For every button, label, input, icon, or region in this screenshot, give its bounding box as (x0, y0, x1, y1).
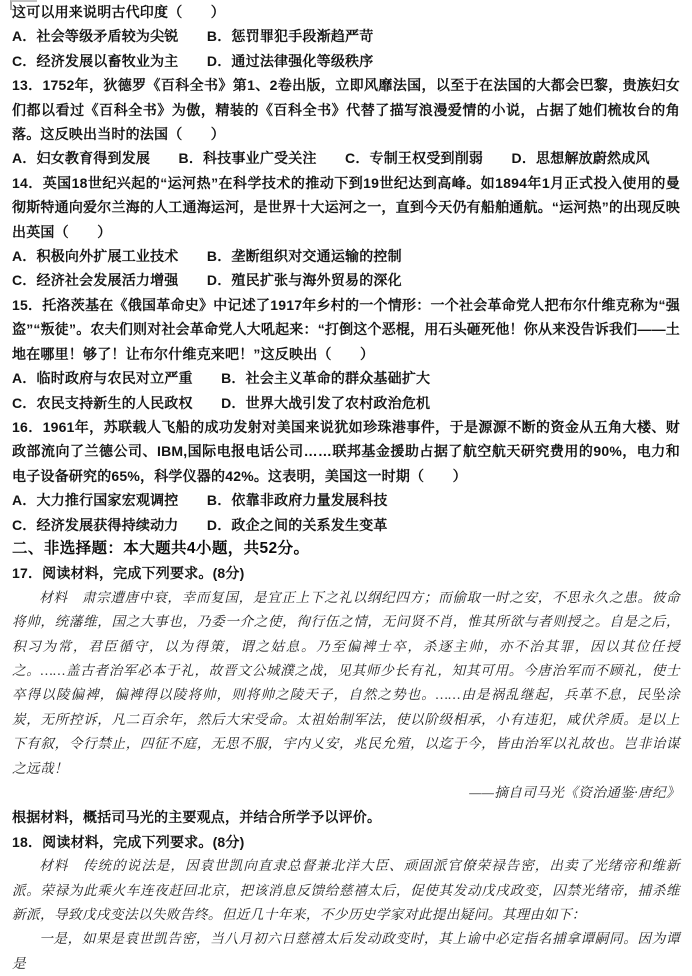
q17-intro: 17．阅读材料，完成下列要求。(8分) (12, 565, 245, 582)
section2-heading: 二、非选择题：本大题共4小题，共52分。 (12, 539, 310, 557)
q16-options-cd: C．经济发展获得持续动力 D．政企之间的关系发生变革 (12, 516, 388, 533)
q16-options-ab: A．大力推行国家宏观调控 B．依靠非政府力量发展科技 (12, 492, 388, 509)
q13-stem: 13．1752年，狄德罗《百科全书》第1、2卷出版，立即风靡法国，以至于在法国的大都会巴黎，贵族妇女们都以看过《百科全书》为傲，精装的《百科全书》代替了描写浪漫爱情的小说，占据了她们梳妆台的角落。这反映出当时的法国（ ） (12, 77, 680, 143)
q15-stem: 15．托洛茨基在《俄国革命史》中记述了1917年乡村的一个情形：一个社会革命党人把布尔什维克称为“强盗”“叛徒”。农夫们则对社会革命党人大吼起来：“打倒这个恶棍，用石头砸死他！你从来没告诉我们——土地在哪里！够了！让布尔什维克来吧！”这反映出（ ） (12, 296, 680, 362)
q17-material: 材料 肃宗遭唐中衰，幸而复国，是宜正上下之礼以纲纪四方；而偷取一时之安，不思永久之患。彼命将帅，统藩维，国之大事也，乃委一介之使，徇行伍之情，无问贤不肖，惟其所欲与者则授之。自是之后，积习为常，君臣循守，以为得策，谓之姑息。乃至偏裨士卒，杀逐主帅，亦不治其罪，因以其位任授之。……盖古者治军必本于礼，故晋文公城濮之战，见其师少长有礼，知其可用。今唐治军而不顾礼，使士卒得以陵偏裨，偏裨得以陵将帅，则将帅之陵天子，自然之势也。……由是祸乱继起，兵革不息，民坠涂炭，无所控诉，凡二百余年，然后大宋受命。太祖始制军法，使以阶级相承，小有违犯，咸伏斧质。是以上下有叙，令行禁止，四征不庭，无思不服，宇内乂安，兆民允殖，以迄于今，皆由治军以礼故也。岂非诒谋之远哉！ (12, 589, 680, 776)
q12-options-ab: A．社会等级矛盾较为尖锐 B．惩罚罪犯手段渐趋严苛 (12, 28, 374, 45)
q14-options-cd: C．经济社会发展活力增强 D．殖民扩张与海外贸易的深化 (12, 272, 402, 289)
q17-source: ——摘自司马光《资治通鉴·唐纪》 (469, 785, 680, 800)
q14-stem: 14．英国18世纪兴起的“运河热”在科学技术的推动下到19世纪达到高峰。如1894年1月正式投入使用的曼彻斯特通向爱尔兰海的人工通海运河，是世界十大运河之一，直到今天仍有船舶通航。“运河热”的出现反映出英国（ ） (12, 174, 680, 240)
q16-stem: 16．1961年，苏联载人飞船的成功发射对美国来说犹如珍珠港事件，于是源源不断的资金从五角大楼、财政部流向了兰德公司、IBM,国际电报电话公司……联邦基金援助占据了航空航天研究费用的90%，电力和电子设备研究的65%，科学仪器的42%。这表明，美国这一时期（ ） (12, 418, 680, 484)
q18-reason1: 一是，如果是袁世凯告密，当八月初六日慈禧太后发动政变时，其上谕中必定指名捕拿谭嗣同。因为谭是 (12, 931, 680, 971)
q17-task: 根据材料，概括司马光的主要观点，并结合所学予以评价。 (12, 809, 382, 826)
scan-artifact-corner (10, 0, 37, 10)
q18-material: 材料 传统的说法是，因袁世凯向直隶总督兼北洋大臣、顽固派官僚荣禄告密，出卖了光绪帝和维新派。荣禄为此乘火车连夜赶回北京，把该消息反馈给慈禧太后，促使其发动戊戌政变，囚禁光绪帝，捕杀维新派，导致戊戌变法以失败告终。但近几十年来，不少历史学家对此提出疑问。其理由如下： (12, 858, 680, 923)
q13-options: A．妇女教育得到发展 B．科技事业广受关注 C．专制王权受到削弱 D．思想解放蔚然成风 (12, 150, 650, 167)
q15-options-cd: C．农民支持新生的人民政权 D．世界大战引发了农村政治危机 (12, 394, 431, 411)
q14-options-ab: A．积极向外扩展工业技术 B．垄断组织对交通运输的控制 (12, 248, 402, 265)
q12-options-cd: C．经济发展以畜牧业为主 D．通过法律强化等级秩序 (12, 52, 374, 69)
q15-options-ab: A．临时政府与农民对立严重 B．社会主义革命的群众基础扩大 (12, 370, 431, 387)
q18-intro: 18．阅读材料，完成下列要求。(8分) (12, 833, 245, 850)
q12-stem-tail: 这可以用来说明古代印度（ ） (12, 4, 225, 20)
